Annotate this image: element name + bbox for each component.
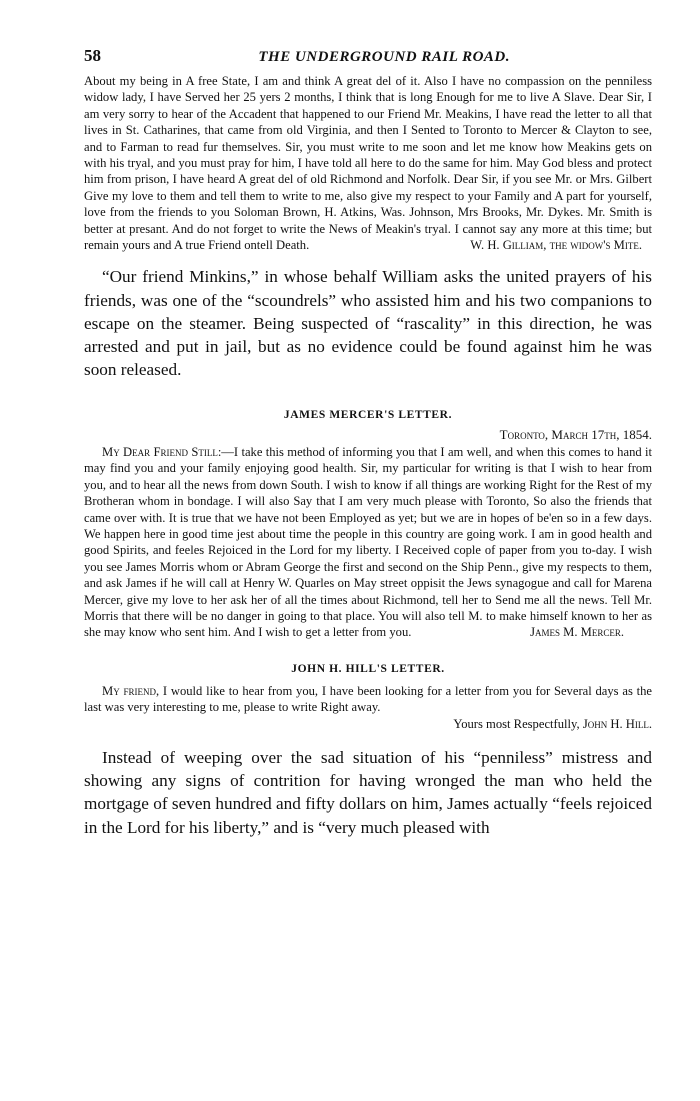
hill-closing: Yours most Respectfully, bbox=[453, 716, 580, 731]
page-number: 58 bbox=[84, 46, 101, 65]
mercer-signature: James M. Mercer. bbox=[530, 625, 624, 640]
narrative-paragraph-2: Instead of weeping over the sad situation of his “penniless” mistress and showing any signs of contrition for having wronged the man who held the mortgage of seven hundred and fifty dollars on him, James actually “feels rejoiced in the Lord for his liberty,” and is “very much pleased with bbox=[84, 748, 652, 837]
narrative-paragraph-1: “Our friend Minkins,” in whose behalf William asks the united prayers of his friends, was one of the “scoundrels” who assisted him and his two companions to escape on the steamer. Being suspected of “rascality” in this direction, he was arrested and put in jail, but as no evidence could be found against him he was soon released. bbox=[84, 267, 652, 380]
hill-salutation: My friend, bbox=[102, 683, 160, 698]
book-page bbox=[84, 46, 652, 839]
hill-signature: John H. Hill. bbox=[582, 716, 652, 731]
running-title: THE UNDERGROUND RAIL ROAD. bbox=[258, 49, 510, 65]
gilliam-letter bbox=[84, 73, 652, 253]
hill-letter-body: I would like to hear from you, I have been looking for a letter from you for Several days as the last was very interesting to me, please to write Right away. bbox=[84, 683, 653, 715]
mercer-dateline: Toronto, March 17th, 1854. bbox=[499, 427, 652, 443]
mercer-letter bbox=[84, 427, 652, 640]
mercer-letter-body: :—I take this method of informing you that I am well, and when this comes to hand it may find you and your family enjoying good health. Sir, my particular for writing is that I wish to hear from you, and to hear all the news from down South. I wish to know if all things are working Right for the Rest of my Brotheran whom in bondage. I will also Say that I am very much please with Toronto, So also the friends that came over with. It is true that we have not been Employed as yet; but we are in hopes of be'en so in a few days. We happen here in good time jest about time the people in this country are going work. I am in good health and good Spirits, and feeles Rejoiced in the Lord for my liberty. I Received cople of paper from you to-day. I wish you see James Morris whom or Abram George the first and second on the Ship Penn., give my respects to them, and ask James if he will call at Henry W. Quarles on May street oppisit the Jews synagogue and call for Marena Mercer, give my love to her ask her of all the times about Richmond, tell her to Send me all the news. Tell Mr. Morris that there will be no danger in going to that place. You will also tell M. to make himself known to her as she may know who sent him. And I wish to get a letter from you. bbox=[84, 444, 652, 640]
hill-letter bbox=[84, 683, 652, 732]
gilliam-letter-text: About my being in A free State, I am and think A great del of it. Also I have no compassion on the penniless widow lady, I have Served her 25 yers 2 months, I think that is long Enough for me to live A Slave. Dear Sir, I am very sorry to hear of the Accadent that happened to our Friend Mr. Meakins, I have read the letter to all that lives in St. Catharines, that came from old Virginia, and then I Sented to Toronto to Mercer & Clayton to see, and to Farman to read fur themselves. Sir, you must write to me soon and let me know how Meakins gets on with his tryal, and you must pray for him, I have told all here to do the same for him. May God bless and protect him from prison, I have heard A great del of old Richmond and Norfolk. Dear Sir, if you see Mr. or Mrs. Gilbert Give my love to them and tell them to write to me, also give my respect to your Family and A part for yourself, love from the friends to you Soloman Brown, H. Atkins, Was. Johnson, Mrs Brooks, Mr. Dykes. Mr. Smith is better at presant. And do not forget to write the News of Meakin's tryal. I cannot say any more at this time; but remain yours and A true Friend ontell Death. bbox=[84, 74, 652, 253]
hill-letter-heading: JOHN H. HILL'S LETTER. bbox=[291, 662, 445, 675]
gilliam-signature: W. H. Gilliam, the widow's Mite. bbox=[470, 238, 642, 253]
mercer-letter-heading: JAMES MERCER'S LETTER. bbox=[283, 409, 453, 422]
mercer-salutation: My Dear Friend Still bbox=[102, 444, 218, 459]
running-head bbox=[84, 46, 652, 74]
